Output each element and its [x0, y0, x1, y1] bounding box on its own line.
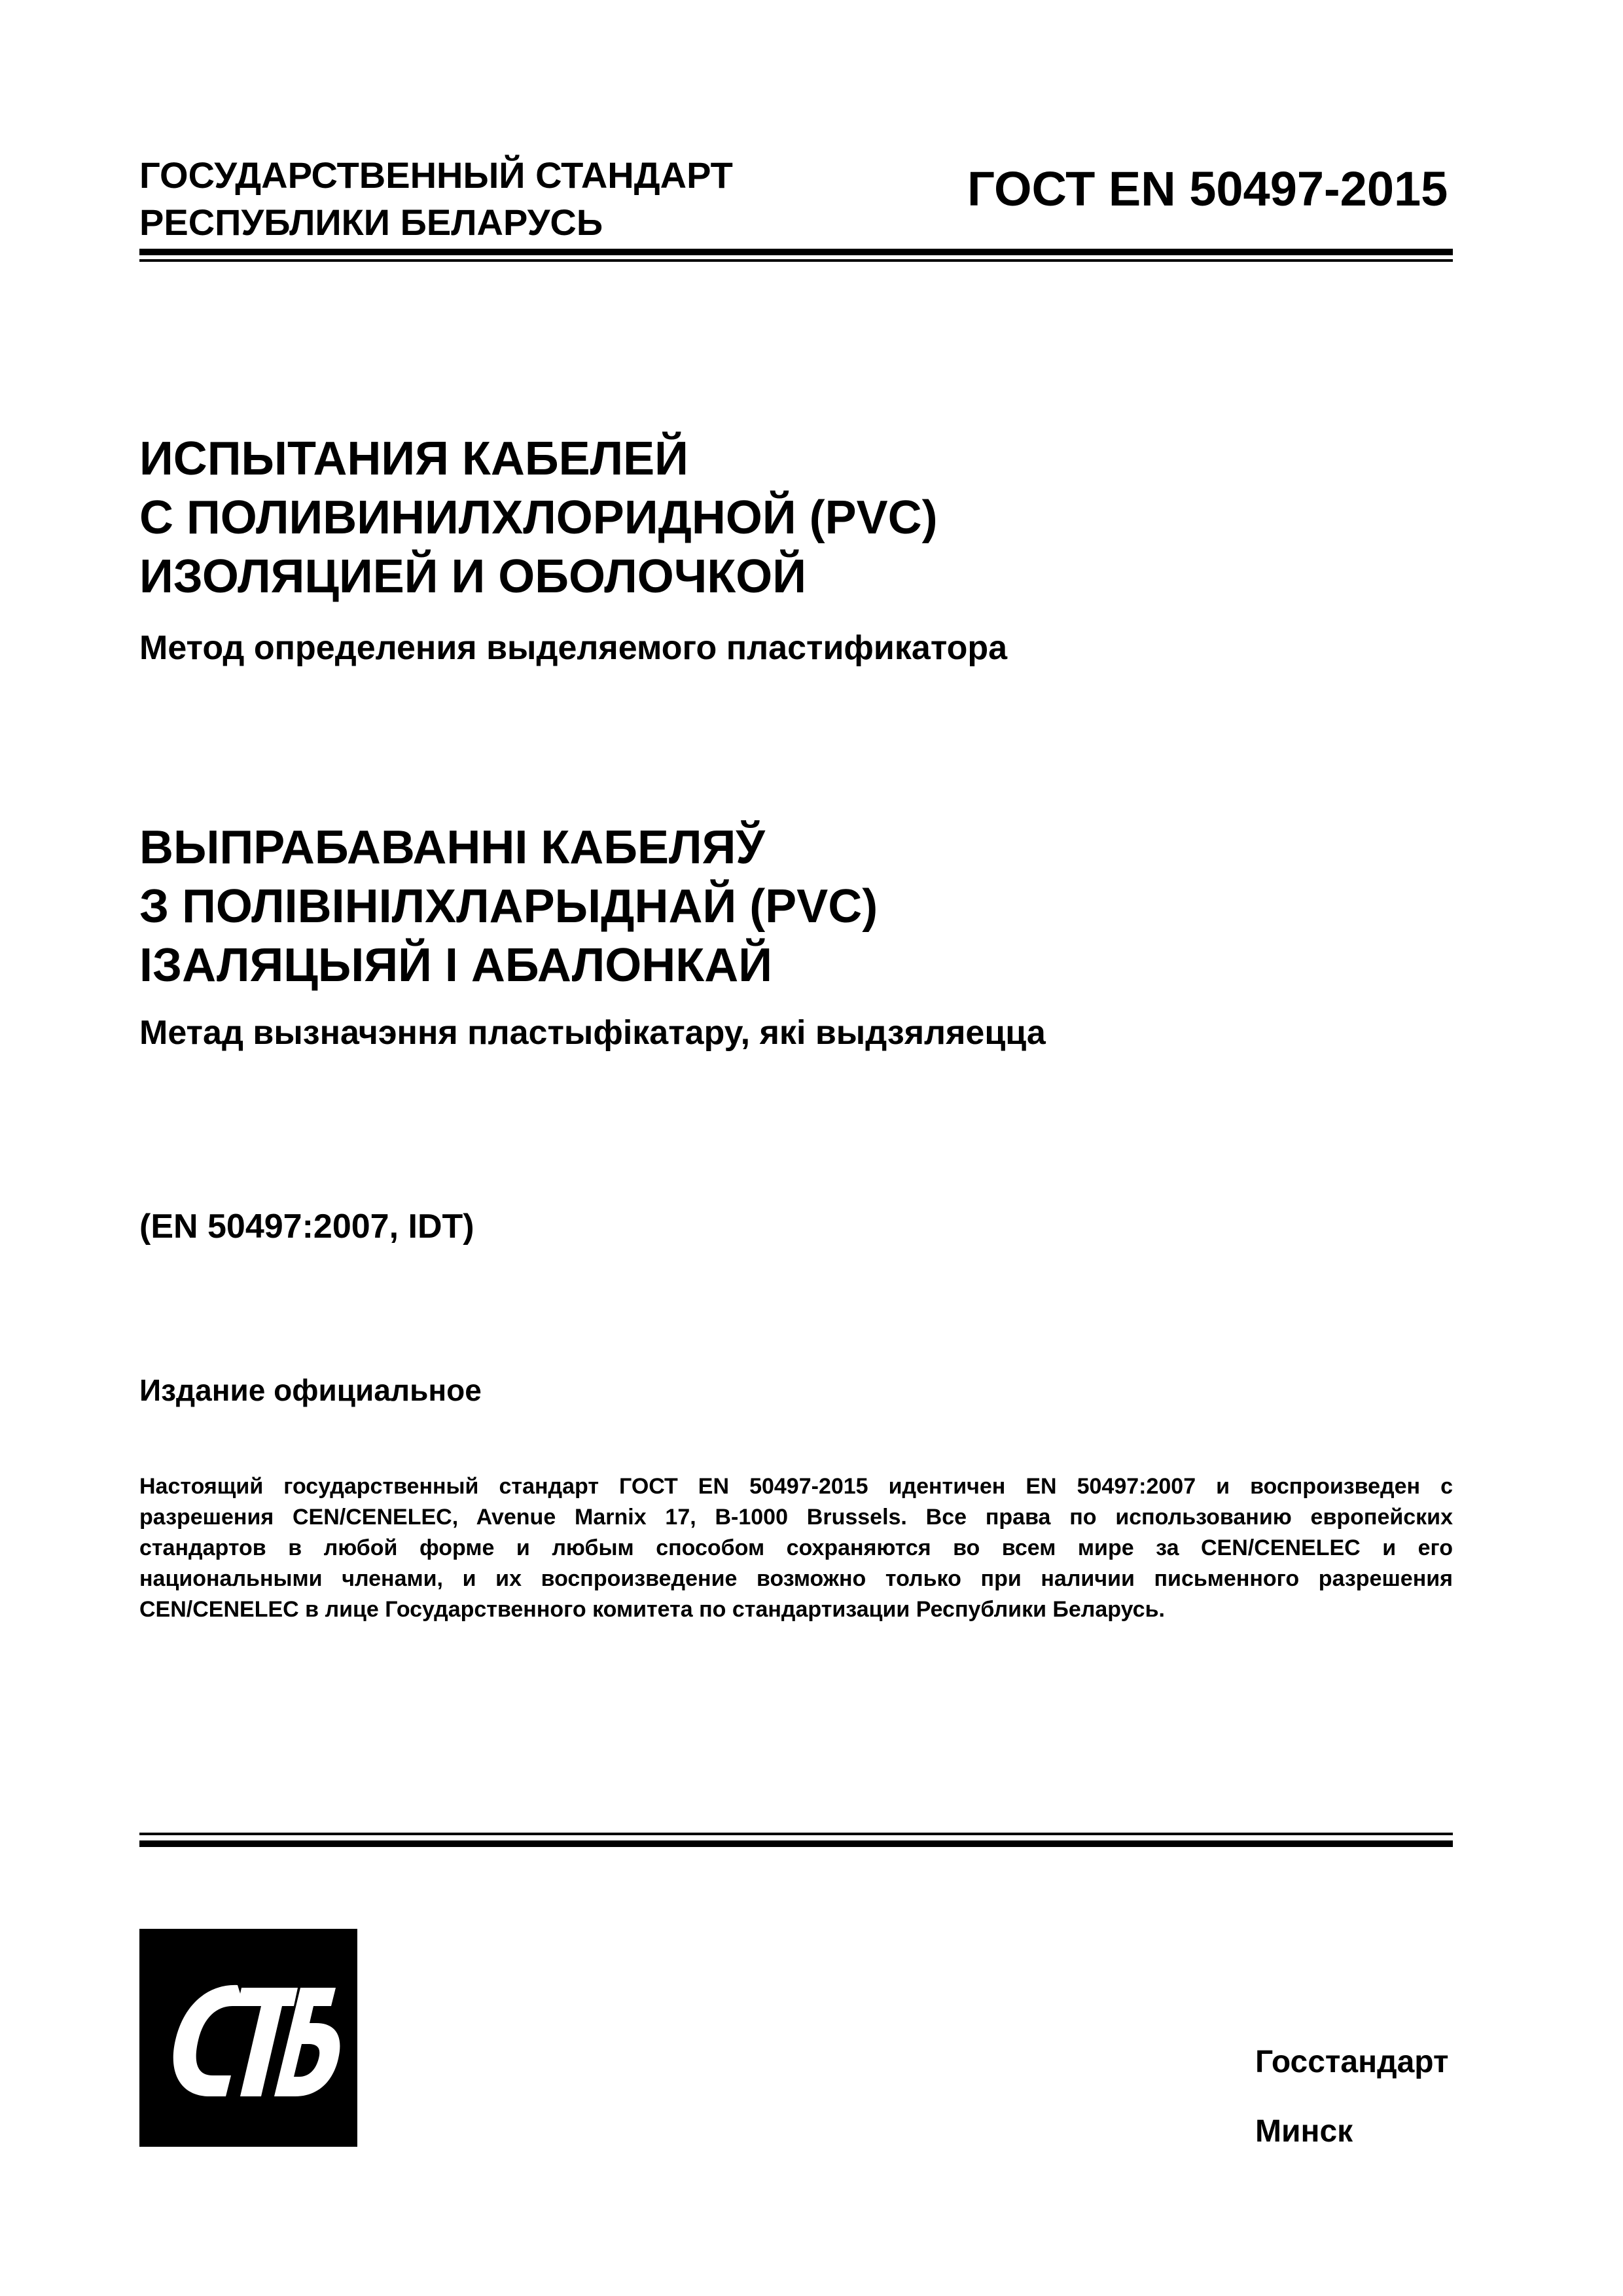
issuing-body-line-2: РЕСПУБЛИКИ БЕЛАРУСЬ — [139, 202, 603, 243]
copyright-notice-line-1: Настоящий государственный стандарт ГОСТ EN 50497-2015 идентичен EN 50497:2007 и воспроизведен с — [139, 1474, 1453, 1499]
title-belarusian-line-1: ВЫПРАБАВАННІ КАБЕЛЯЎ — [139, 821, 766, 874]
edition-label: Издание официальное — [139, 1373, 482, 1407]
issuing-body-line-1: ГОСУДАРСТВЕННЫЙ СТАНДАРТ — [139, 154, 733, 196]
footer-rule-thin — [139, 1833, 1453, 1835]
header-rule-thin — [139, 259, 1453, 262]
title-belarusian — [139, 818, 878, 995]
title-russian-line-2: С ПОЛИВИНИЛХЛОРИДНОЙ (PVC) — [139, 492, 938, 544]
copyright-notice-line-3: стандартов в любой форме и любым способом сохраняются во всем мире за CEN/CENELEC и его — [139, 1535, 1453, 1560]
publication-city: Минск — [1255, 2114, 1353, 2149]
stb-logo-icon — [139, 1929, 357, 2147]
title-russian-line-1: ИСПЫТАНИЯ КАБЕЛЕЙ — [139, 433, 688, 485]
title-belarusian-line-2: З ПОЛІВІНІЛХЛАРЫДНАЙ (PVC) — [139, 880, 878, 933]
title-belarusian-line-3: ІЗАЛЯЦЫЯЙ І АБАЛОНКАЙ — [139, 939, 772, 992]
header-rule-thick — [139, 249, 1453, 255]
publisher-name: Госстандарт — [1255, 2045, 1449, 2079]
subtitle-belarusian: Метад вызначэння пластыфікатару, які выдзяляецца — [139, 1014, 1046, 1052]
copyright-notice-line-4: национальными членами, и их воспроизведение возможно только при наличии письменного разрешения — [139, 1566, 1453, 1591]
issuing-body — [139, 152, 733, 246]
equivalence-note: (EN 50497:2007, IDT) — [139, 1208, 474, 1246]
footer-rule-thick — [139, 1840, 1453, 1847]
standard-designation: ГОСТ EN 50497-2015 — [967, 162, 1448, 216]
copyright-notice-line-2: разрешения CEN/CENELEC, Avenue Marnix 17, B-1000 Brussels. Все права по использованию европейских — [139, 1505, 1453, 1530]
copyright-notice-line-5: CEN/CENELEC в лице Государственного комитета по стандартизации Республики Беларусь. — [139, 1597, 1165, 1622]
stb-logo — [139, 1929, 357, 2147]
copyright-notice — [139, 1471, 1453, 1625]
title-russian — [139, 429, 938, 606]
subtitle-russian: Метод определения выделяемого пластификатора — [139, 629, 1008, 667]
title-russian-line-3: ИЗОЛЯЦИЕЙ И ОБОЛОЧКОЙ — [139, 550, 807, 603]
